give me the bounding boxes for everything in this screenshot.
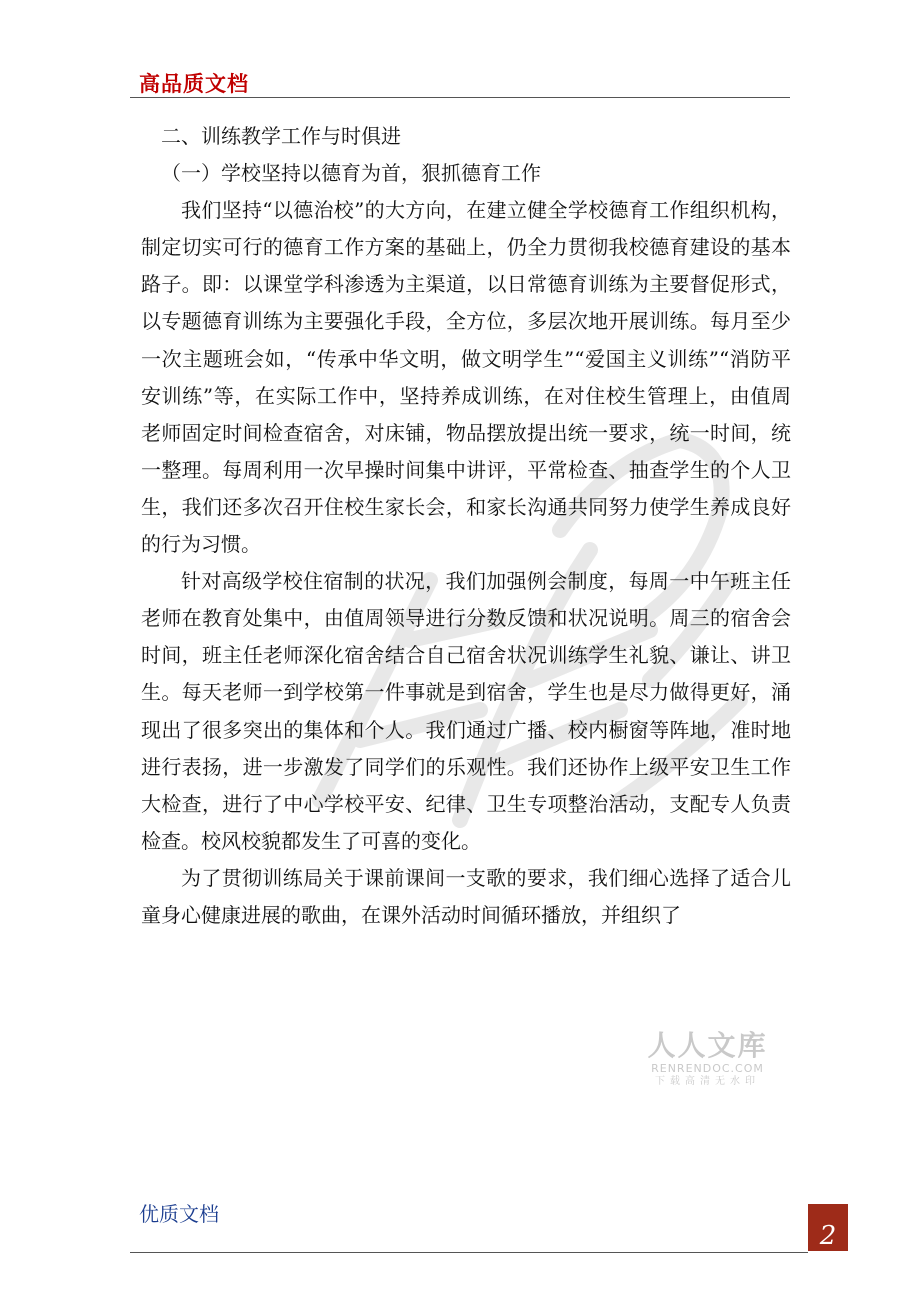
paragraph: 针对高级学校住宿制的状况，我们加强例会制度，每周一中午班主任老师在教育处集中，由值周领导进行分数反馈和状况说明。周三的宿舍会时间，班主任老师深化宿舍结合自己宿舍状况训练学生礼貌、谦让、讲卫生。每天老师一到学校第一件事就是到宿舍，学生也是尽力做得更好，涌现出了很多突出的集体和个人。我们通过广播、校内橱窗等阵地，准时地进行表扬，进一步激发了同学们的乐观性。我们还协作上级平安卫生工作大检查，进行了中心学校平安、纪律、卫生专项整治活动，支配专人负责检查。校风校貌都发生了可喜的变化。: [141, 569, 791, 853]
subsection-heading: （一）学校坚持以德育为首，狠抓德育工作: [161, 161, 541, 186]
page-number: 2: [819, 1221, 837, 1251]
watermark-logo: [640, 1030, 775, 1088]
paragraph: 为了贯彻训练局关于课前课间一支歌的要求，我们细心选择了适合儿童身心健康进展的歌曲，在课外活动时间循环播放，并组织了: [141, 865, 791, 927]
watermark-logo-tagline: 下载高清无水印: [655, 1076, 760, 1087]
header-title: 高品质文档: [139, 72, 249, 96]
page-number-badge: [808, 1204, 848, 1251]
watermark-logo-domain: RENRENDOC.COM: [651, 1062, 764, 1075]
header-divider: [130, 97, 790, 98]
footer-divider: [130, 1252, 808, 1253]
document-body: [141, 118, 791, 934]
watermark-logo-text: 人人文库: [647, 1029, 768, 1062]
paragraph: 我们坚持“以德治校”的大方向，在建立健全学校德育工作组织机构，制定切实可行的德育工作方案的基础上，仍全力贯彻我校德育建设的基本路子。即：以课堂学科渗透为主渠道，以日常德育训练为主要督促形式，以专题德育训练为主要强化手段，全方位，多层次地开展训练。每月至少一次主题班会如，“传承中华文明，做文明学生”“爱国主义训练”“消防平安训练”等，在实际工作中，坚持养成训练，在对住校生管理上，由值周老师固定时间检查宿舍，对床铺，物品摆放提出统一要求，统一时间，统一整理。每周利用一次早操时间集中讲评，平常检查、抽查学生的个人卫生，我们还多次召开住校生家长会，和家长沟通共同努力使学生养成良好的行为习惯。: [141, 198, 791, 557]
section-heading: 二、训练教学工作与时俱进: [161, 124, 401, 148]
footer-title: 优质文档: [139, 1202, 219, 1226]
